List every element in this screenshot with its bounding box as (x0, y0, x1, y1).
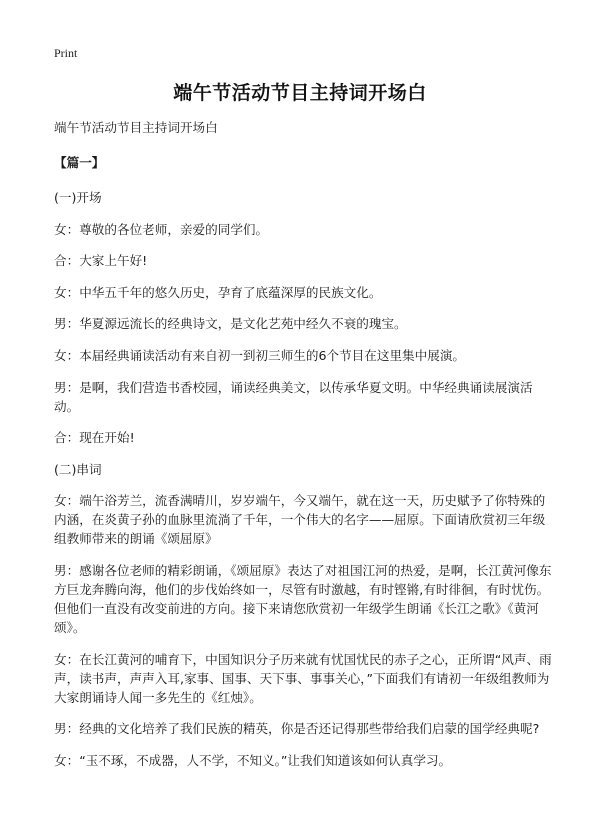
paragraph: 合：大家上午好! (54, 253, 148, 269)
paragraph: 女：在长江黄河的哺育下，中国知识分子历来就有忧国忧民的赤子之心，正所谓“风声、雨声，读书声，声声入耳,家事、国事、天下事、事事关心，”下面我们有请初一年级组教师为大家朗诵诗人闻一多先生的《红烛》。 (54, 651, 552, 705)
paragraph: 女：“玉不琢，不成器，人不学，不知义。”让我们知道该如何认真学习。 (54, 752, 452, 768)
paragraph: (二)串词 (54, 461, 102, 477)
paragraph: 合：现在开始! (54, 430, 135, 446)
paragraph: 男：经典的文化培养了我们民族的精英，你是否还记得那些带给我们启蒙的国学经典呢? (54, 721, 540, 737)
document-title: 端午节活动节目主持词开场白 (173, 82, 427, 104)
paragraph: 男：感谢各位老师的精彩朗诵，《颂屈原》表达了对祖国江河的热爱，是啊，长江黄河像东方巨龙奔腾向海，他们的步伐始终如一，尽管有时激越，有时铿锵,有时徘徊，有时忧伤。但他们一直没有改变前进的方向。接下来请您欣赏初一年级学生朗诵《长江之歌》《黄河颂》。 (54, 562, 552, 635)
paragraph: 女：中华五千年的悠久历史，孕育了底蕴深厚的民族文化。 (54, 284, 382, 300)
paragraph: 女：本届经典诵读活动有来自初一到初三师生的6个节目在这里集中展演。 (54, 347, 466, 363)
print-link[interactable]: Print (54, 46, 78, 60)
document-subtitle: 端午节活动节目主持词开场白 (54, 120, 218, 135)
paragraph: (一)开场 (54, 190, 102, 205)
section-heading: 【篇一】 (54, 155, 105, 170)
paragraph: 男：是啊，我们营造书香校园，诵读经典美文，以传承华夏文明。中华经典诵读展演活动。 (54, 379, 533, 414)
paragraph: 女：尊敬的各位老师，亲爱的同学们。 (54, 221, 269, 237)
paragraph: 男：华夏源远流长的经典诗文，是文化艺苑中经久不衰的瑰宝。 (54, 316, 407, 332)
paragraph: 女：端午浴芳兰，流香满晴川，岁岁端午，今又端午，就在这一天，历史赋予了你特殊的内涵，在炎黄子孙的血脉里流淌了千年，一个伟大的名字——屈原。下面请欣赏初三年级组教师带来的朗诵《颂屈原》 (54, 493, 546, 547)
document-body (54, 118, 554, 782)
